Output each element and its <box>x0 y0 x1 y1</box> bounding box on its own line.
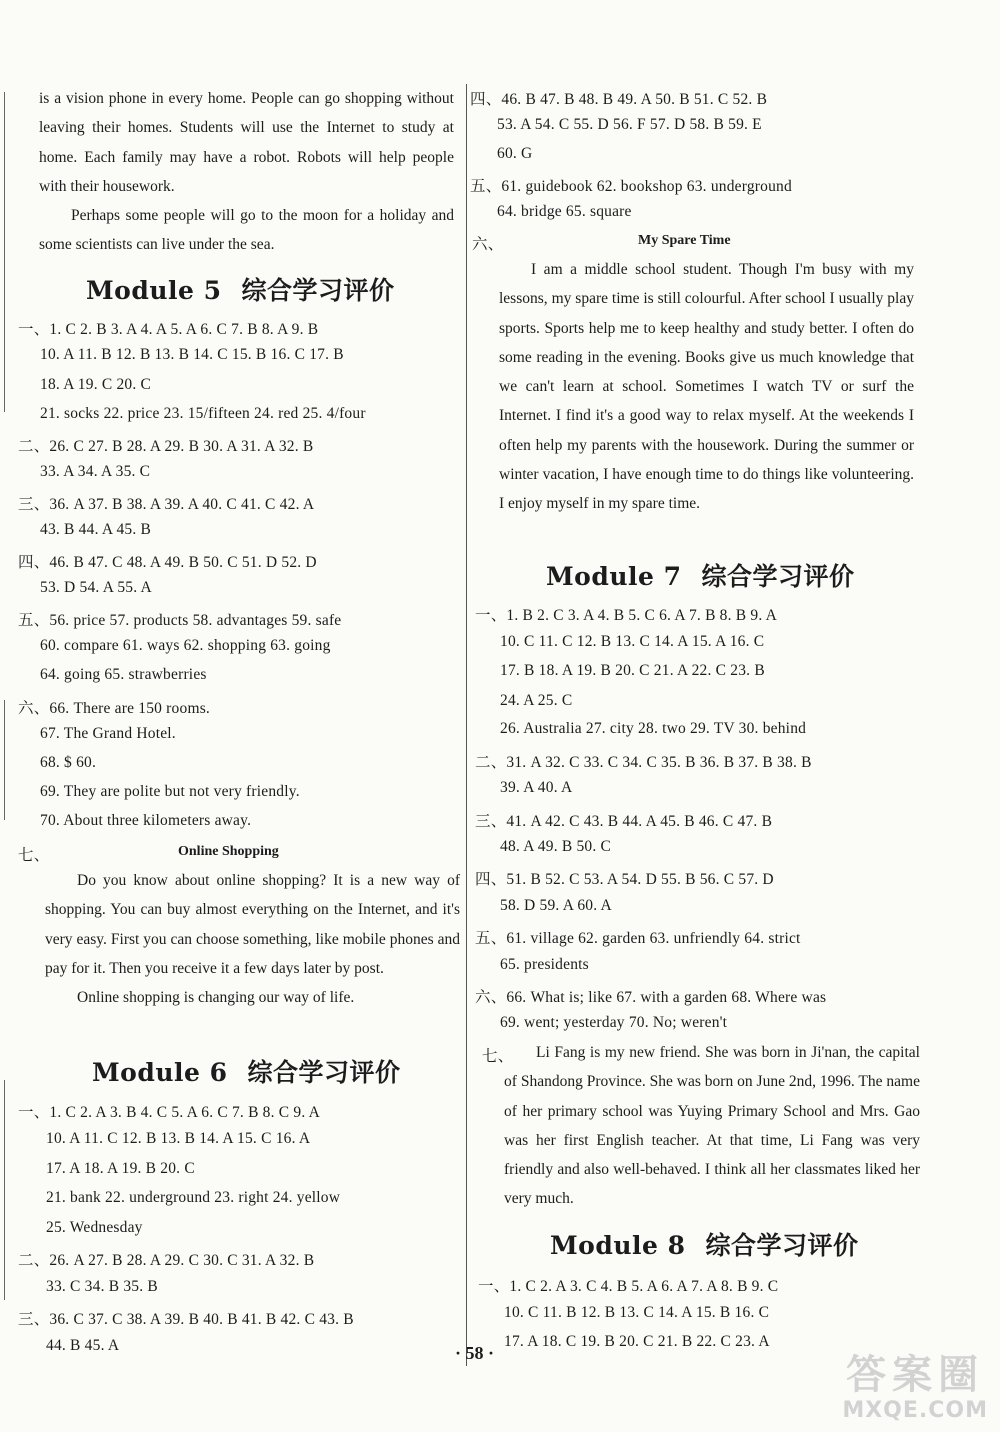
answer-line: 二、26. A 27. B 28. A 29. C 30. C 31. A 32. B <box>18 1252 315 1269</box>
answer-line: 68. $ 60. <box>40 754 97 771</box>
answer-line: 18. A 19. C 20. C <box>40 376 152 393</box>
answer-line: 64. going 65. strawberries <box>40 666 207 683</box>
intro-text <box>39 84 454 260</box>
answer-line: 五、56. price 57. products 58. advantages 59. safe <box>18 612 342 629</box>
essay-title: My Spare Time <box>638 233 731 248</box>
module-6-heading <box>92 1053 401 1089</box>
answer-line: 四、51. B 52. C 53. A 54. D 55. B 56. C 57. D <box>475 871 774 888</box>
answer-line: 65. presidents <box>500 956 589 973</box>
answer-line: 25. Wednesday <box>46 1219 143 1236</box>
answer-line: 二、26. C 27. B 28. A 29. B 30. A 31. A 32. B <box>18 438 314 455</box>
answer-line: 三、41. A 42. C 43. B 44. A 45. B 46. C 47. B <box>475 813 773 830</box>
page-number-value: 58 <box>465 1343 484 1363</box>
essay-paragraph-1: Do you know about online shopping? It is a new way of shopping. You can buy almost everything on the Internet, and it's very easy. First you can choose something, like mobile phones and pay for it. Then you receive it a few days later by post. <box>45 872 460 977</box>
module-title: Module 5 <box>86 276 222 305</box>
module-5-heading <box>86 271 395 307</box>
module-subtitle: 综合学习评价 <box>247 1058 401 1087</box>
watermark-line-1: 答案圈 <box>846 1352 985 1398</box>
module-title: Module 6 <box>92 1058 228 1087</box>
answer-line: 17. A 18. A 19. B 20. C <box>46 1160 195 1177</box>
essay-paragraph-2: Online shopping is changing our way of life. <box>77 989 355 1007</box>
answer-line: 60. G <box>497 145 533 162</box>
answer-line: 39. A 40. A <box>500 779 573 796</box>
answer-line: 四、46. B 47. B 48. B 49. A 50. B 51. C 52. B <box>470 91 768 108</box>
answer-line: 10. C 11. B 12. B 13. C 14. A 15. B 16. C <box>504 1304 770 1321</box>
answer-line: 33. A 34. A 35. C <box>40 463 151 480</box>
answer-line: 二、31. A 32. C 33. C 34. C 35. B 36. B 37. B 38. B <box>475 754 812 771</box>
answer-line: 一、1. C 2. B 3. A 4. A 5. A 6. C 7. B 8. A 9. B <box>18 321 319 338</box>
answer-line: 53. A 54. C 55. D 56. F 57. D 58. B 59. E <box>497 116 762 133</box>
answer-line: 10. C 11. C 12. B 13. C 14. A 15. A 16. C <box>500 633 765 650</box>
essay-text <box>504 1038 920 1214</box>
answer-line: 一、1. C 2. A 3. B 4. C 5. A 6. C 7. B 8. C 9. A <box>18 1104 321 1121</box>
answer-line: 69. They are polite but not very friendly. <box>40 783 300 800</box>
module-subtitle: 综合学习评价 <box>241 276 395 305</box>
module-8-heading <box>550 1226 859 1262</box>
answer-line: 四、46. B 47. C 48. A 49. B 50. C 51. D 52. D <box>18 554 317 571</box>
essay-paragraph: I am a middle school student. Though I'm busy with my lessons, my spare time is still colourful. After school I usually play sports. Sports help me to keep healthy and study better. I often do some reading in the evening. Books give us much knowledge that we can't learn at school. Sometimes I watch TV or surf the Internet. I find it's a good way to relax myself. At the weekends I often help my parents with the housework. During the summer or winter vacation, I have enough time to do things like volunteering. I enjoy myself in my spare time. <box>499 261 914 513</box>
module-subtitle: 综合学习评价 <box>701 562 855 591</box>
intro-paragraph-2: Perhaps some people will go to the moon for a holiday and some scientists can live under the sea. <box>39 207 454 254</box>
essay-text <box>499 255 914 519</box>
answer-line: 33. C 34. B 35. B <box>46 1278 158 1295</box>
answer-line: 一、1. C 2. A 3. C 4. B 5. A 6. A 7. A 8. B 9. C <box>478 1278 779 1295</box>
answer-line: 六、66. There are 150 rooms. <box>18 700 211 717</box>
binding-edge-mark <box>4 1080 5 1300</box>
answer-line: 26. Australia 27. city 28. two 29. TV 30. behind <box>500 720 807 737</box>
essay-text <box>45 866 460 1012</box>
essay-paragraph: Li Fang is my new friend. She was born in Ji'nan, the capital of Shandong Province. She was born on June 2nd, 1996. The name of her primary school was Yuying Primary School and Mrs. Gao was her first English teacher. At that time, Li Fang was very friendly and also well-behaved. I think all her classmates liked her very much. <box>504 1044 920 1208</box>
module-title: Module 8 <box>550 1231 686 1260</box>
intro-paragraph-1: is a vision phone in every home. People can go shopping without leaving their homes. Students will use the Internet to study at home. Each family may have a robot. Robots will help people with their housework. <box>39 90 454 195</box>
answer-line: 10. A 11. C 12. B 13. B 14. A 15. C 16. A <box>46 1130 311 1147</box>
answer-line: 69. went; yesterday 70. No; weren't <box>500 1014 728 1031</box>
answer-line: 43. B 44. A 45. B <box>40 521 152 538</box>
answer-line: 24. A 25. C <box>500 692 573 709</box>
module-title: Module 7 <box>546 562 682 591</box>
answer-line: 64. bridge 65. square <box>497 203 632 220</box>
essay-title: Online Shopping <box>178 844 279 859</box>
binding-edge-mark <box>4 92 5 412</box>
answer-line: 44. B 45. A <box>46 1337 120 1354</box>
answer-line: 六、66. What is; like 67. with a garden 68. Where was <box>475 989 827 1006</box>
answer-line: 48. A 49. B 50. C <box>500 838 612 855</box>
essay-label: 六、 <box>472 236 504 253</box>
answer-line: 三、36. A 37. B 38. A 39. A 40. C 41. C 42. A <box>18 496 315 513</box>
watermark-logo <box>842 1352 988 1424</box>
binding-edge-mark <box>4 700 5 820</box>
answer-line: 10. A 11. B 12. B 13. B 14. C 15. B 16. C 17. B <box>40 346 344 363</box>
essay-label: 七、 <box>18 847 50 864</box>
answer-line: 一、1. B 2. C 3. A 4. B 5. C 6. A 7. B 8. B 9. A <box>475 607 778 624</box>
answer-line: 21. bank 22. underground 23. right 24. yellow <box>46 1189 341 1206</box>
answer-line: 21. socks 22. price 23. 15/fifteen 24. red 25. 4/four <box>40 405 366 422</box>
answer-line: 60. compare 61. ways 62. shopping 63. going <box>40 637 331 654</box>
answer-line: 53. D 54. A 55. A <box>40 579 152 596</box>
module-7-heading <box>546 557 855 593</box>
answer-line: 17. B 18. A 19. B 20. C 21. A 22. C 23. B <box>500 662 765 679</box>
essay-label: 七、 <box>482 1048 514 1065</box>
answer-line: 17. A 18. C 19. B 20. C 21. B 22. C 23. A <box>504 1333 770 1350</box>
module-subtitle: 综合学习评价 <box>705 1231 859 1260</box>
answer-line: 五、61. village 62. garden 63. unfriendly 64. strict <box>475 930 801 947</box>
answer-line: 70. About three kilometers away. <box>40 812 252 829</box>
answer-line: 67. The Grand Hotel. <box>40 725 176 742</box>
page-number: · 58 · <box>455 1343 495 1363</box>
answer-line: 三、36. C 37. C 38. A 39. B 40. B 41. B 42. C 43. B <box>18 1311 354 1328</box>
answer-line: 五、61. guidebook 62. bookshop 63. underground <box>470 178 792 195</box>
answer-line: 58. D 59. A 60. A <box>500 897 612 914</box>
column-divider <box>466 84 467 1366</box>
watermark-line-2: MXQE.COM <box>842 1398 988 1423</box>
